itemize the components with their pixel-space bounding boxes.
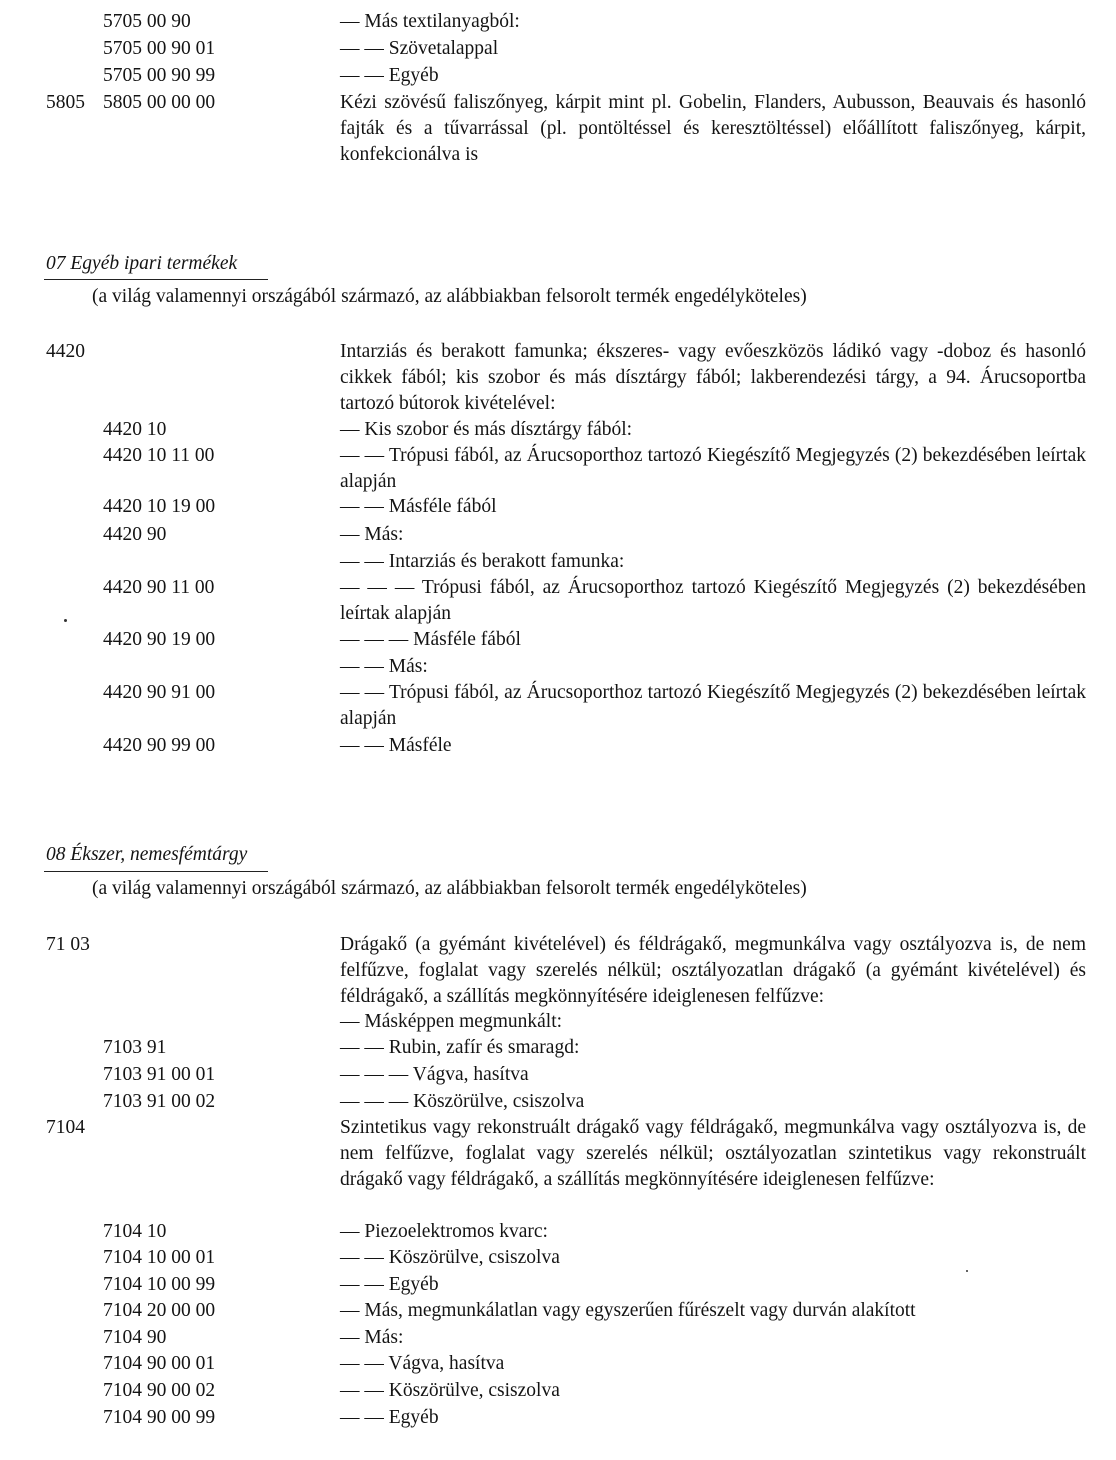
item-description: — Más: [340, 524, 404, 545]
item-description: — — Egyéb [340, 1274, 439, 1295]
item-description: — — Trópusi fából, az Árucsoporthoz tartozó Kiegészítő Megjegyzés (2) bekezdésében leírtak alapján [340, 445, 1086, 492]
cn-code: 5705 00 90 99 [103, 65, 216, 86]
cn-code: 4420 90 [103, 524, 167, 545]
cn-code: 7104 10 [103, 1221, 167, 1242]
cn-code: 7104 90 [103, 1327, 167, 1348]
section-title: 08 Ékszer, nemesfémtárgy [46, 844, 248, 865]
item-description: — — — Másféle fából [340, 629, 521, 650]
item-description: — — Köszörülve, csiszolva [340, 1380, 560, 1401]
item-description: — — Rubin, zafír és smaragd: [340, 1037, 580, 1058]
cn-code: 7103 91 00 01 [103, 1064, 216, 1085]
item-description: — — Másféle fából [340, 496, 497, 517]
item-description: — — Intarziás és berakott famunka: [340, 551, 625, 572]
item-description: — — — Köszörülve, csiszolva [340, 1091, 585, 1112]
cn-code: 5705 00 90 01 [103, 38, 216, 59]
item-description: — — Egyéb [340, 1407, 439, 1428]
hs-code: 71 03 [46, 934, 90, 955]
cn-code: 7104 10 00 01 [103, 1247, 216, 1268]
cn-code: 7103 91 00 02 [103, 1091, 216, 1112]
item-description: Intarziás és berakott famunka; ékszeres- vagy evőeszközös ládikó vagy -doboz és hasonló cikkek fából; kis szobor és más dísztárgy fából; lakberendezési tárgy, a 94. Árucsoportba tartozó bútorok kivételével: [340, 341, 1086, 414]
item-description: Kézi szövésű faliszőnyeg, kárpit mint pl. Gobelin, Flanders, Aubusson, Beauvais és hasonló fajták és a tűvarrással (pl. pontöltéssel és keresztöltéssel) előállított faliszőnyeg, kárpit, konfekcionálva is [340, 92, 1086, 165]
item-description: — — Másféle [340, 735, 452, 756]
item-description: — — Szövetalappal [340, 38, 499, 59]
cn-code: 4420 10 11 00 [103, 445, 215, 466]
item-description: — — Más: [340, 656, 428, 677]
cn-code: 4420 10 [103, 419, 167, 440]
cn-code: 7104 90 00 02 [103, 1380, 216, 1401]
cn-code: 7104 10 00 99 [103, 1274, 216, 1295]
item-description: — — Köszörülve, csiszolva [340, 1247, 560, 1268]
cn-code: 4420 10 19 00 [103, 496, 216, 517]
section-underline [44, 871, 268, 872]
cn-code: 7104 90 00 01 [103, 1353, 216, 1374]
hs-code: 5805 [46, 92, 85, 113]
item-description: Szintetikus vagy rekonstruált drágakő vagy féldrágakő, megmunkálva vagy osztályozva is, de nem felfűzve, foglalat vagy szerelés nélkül; osztályozatlan szintetikus vagy rekonstruált drágakő vagy féldrágakő, a szállítás megkönnyítésére ideiglenesen felfűzve: [340, 1117, 1086, 1190]
cn-code: 5805 00 00 00 [103, 92, 216, 113]
item-description: — — — Trópusi fából, az Árucsoporthoz tartozó Kiegészítő Megjegyzés (2) bekezdésében leírtak alapján [340, 577, 1086, 624]
item-description: — — — Vágva, hasítva [340, 1064, 529, 1085]
section-underline [44, 279, 268, 280]
item-description: — Kis szobor és más dísztárgy fából: [340, 419, 633, 440]
cn-code: 7104 90 00 99 [103, 1407, 216, 1428]
item-description: — — Vágva, hasítva [340, 1353, 505, 1374]
section-note: (a világ valamennyi országából származó, az alábbiakban felsorolt termék engedélyköteles) [92, 878, 807, 899]
cn-code: 7103 91 [103, 1037, 167, 1058]
cn-code: 4420 90 11 00 [103, 577, 215, 598]
cn-code: 4420 90 99 00 [103, 735, 216, 756]
cn-code: 7104 20 00 00 [103, 1300, 216, 1321]
item-description: Drágakő (a gyémánt kivételével) és féldrágakő, megmunkálva vagy osztályozva is, de nem felfűzve, foglalat vagy szerelés nélkül; osztályozatlan drágakő (a gyémánt kivételével) és féldrágakő, a szállítás megkönnyítésére ideiglenesen felfűzve: [340, 934, 1086, 1007]
item-description: — — Egyéb [340, 65, 439, 86]
item-description: — Másképpen megmunkált: [340, 1011, 563, 1032]
item-description: — Más: [340, 1327, 404, 1348]
section-title: 07 Egyéb ipari termékek [46, 253, 238, 274]
cn-code: 4420 90 19 00 [103, 629, 216, 650]
item-description: — — Trópusi fából, az Árucsoporthoz tartozó Kiegészítő Megjegyzés (2) bekezdésében leírtak alapján [340, 682, 1086, 729]
hs-code: 4420 [46, 341, 85, 362]
scan-speck [966, 1270, 968, 1272]
cn-code: 5705 00 90 [103, 11, 191, 32]
item-description: — Piezoelektromos kvarc: [340, 1221, 548, 1242]
item-description: — Más textilanyagból: [340, 11, 520, 32]
section-note: (a világ valamennyi országából származó, az alábbiakban felsorolt termék engedélyköteles) [92, 286, 807, 307]
hs-code: 7104 [46, 1117, 85, 1138]
item-description: — Más, megmunkálatlan vagy egyszerűen fűrészelt vagy durván alakított [340, 1300, 916, 1321]
scan-speck [64, 619, 67, 622]
cn-code: 4420 90 91 00 [103, 682, 216, 703]
